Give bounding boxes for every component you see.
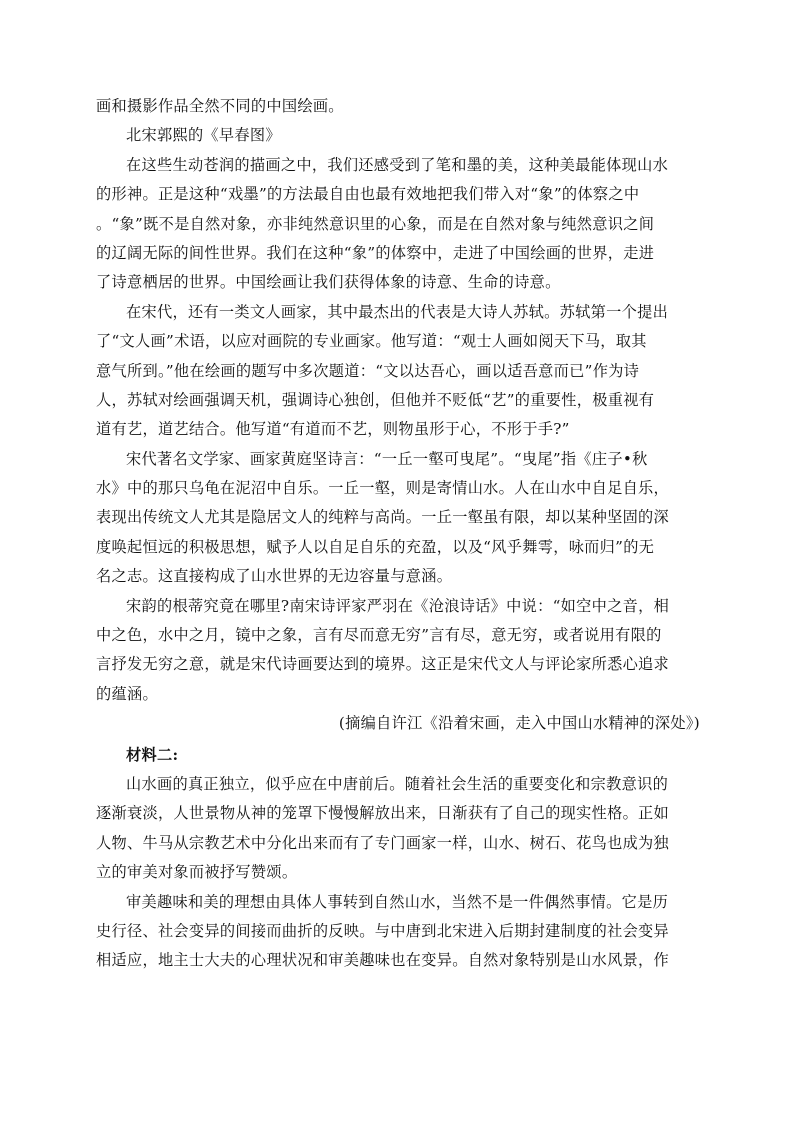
- paragraph-5: [96, 770, 700, 888]
- paragraph-4: [96, 592, 700, 710]
- text-line: 在宋代，还有一类文人画家，其中最杰出的代表是大诗人苏轼。苏轼第一个提出: [126, 302, 669, 321]
- text-line: 度唤起恒远的积极思想，赋予人以自足自乐的充盈，以及“风乎舞雩，咏而归”的无: [96, 537, 655, 556]
- document-page: [96, 92, 700, 976]
- paragraph-0: [96, 92, 700, 121]
- caption-text: 北宋郭熙的《早春图》: [126, 126, 281, 145]
- paragraph-3: [96, 445, 700, 592]
- image-caption: [96, 121, 700, 150]
- text-line: 的形神。正是这种“戏墨”的方法最自由也最有效地把我们带入对“象”的体察之中: [96, 185, 640, 204]
- heading-text: 材料二:: [126, 745, 179, 764]
- text-line: 了“文人画”术语，以应对画院的专业画家。他写道：“观士人画如阅天下马，取其: [96, 332, 647, 351]
- text-line: 中之色，水中之月，镜中之象，言有尽而意无穷”言有尽，意无穷，或者说用有限的: [96, 626, 662, 645]
- text-line: 史行径、社会变异的间接而曲折的反映。与中唐到北宋进入后期封建制度的社会变异: [96, 921, 670, 940]
- source-citation: [96, 709, 700, 738]
- paragraph-2: [96, 298, 700, 445]
- text-line: 表现出传统文人尤其是隐居文人的纯粹与高尚。一丘一壑虽有限，却以某种坚固的深: [96, 508, 670, 527]
- text-line: 名之志。这直接构成了山水世界的无边容量与意涵。: [96, 567, 453, 586]
- text-line: 审美趣味和美的理想由具体人事转到自然山水，当然不是一件偶然事情。它是历: [126, 892, 669, 911]
- text-line: 画和摄影作品全然不同的中国绘画。: [96, 97, 344, 115]
- text-line: 。“象”既不是自然对象，亦非纯然意识里的心象，而是在自然对象与纯然意识之间: [96, 214, 655, 233]
- text-line: 意气所到。”他在绘画的题写中多次题道：“文以达吾心，画以适吾意而已”作为诗: [96, 361, 640, 380]
- text-line: 逐渐衰淡，人世景物从神的笼罩下慢慢解放出来，日渐获有了自己的现实性格。正如: [96, 804, 670, 823]
- text-line: 人，苏轼对绘画强调天机，强调诗心独创，但他并不贬低“艺”的重要性，极重视有: [96, 390, 655, 409]
- text-line: 的蕴涵。: [96, 684, 158, 703]
- source-text: (摘编自许江《沿着宋画，走入中国山水精神的深处》): [338, 714, 700, 733]
- text-line: 了诗意栖居的世界。中国绘画让我们获得体象的诗意、生命的诗意。: [96, 273, 561, 292]
- paragraph-6: [96, 888, 700, 976]
- section-heading: [96, 741, 700, 770]
- text-line: 山水画的真正独立，似乎应在中唐前后。随着社会生活的重要变化和宗教意识的: [126, 774, 669, 793]
- text-line: 相适应，地主士大夫的心理状况和审美趣味也在变异。自然对象特别是山水风景，作: [96, 951, 670, 970]
- paragraph-1: [96, 151, 700, 298]
- text-line: 宋韵的根蒂究竟在哪里?南宋诗评家严羽在《沧浪诗话》中说：“如空中之音，相: [126, 596, 670, 615]
- text-line: 人物、牛马从宗教艺术中分化出来而有了专门画家一样，山水、树石、花鸟也成为独: [96, 833, 670, 852]
- text-line: 言抒发无穷之意，就是宋代诗画要达到的境界。这正是宋代文人与评论家所悉心追求: [96, 655, 670, 674]
- text-line: 在这些生动苍润的描画之中，我们还感受到了笔和墨的美，这种美最能体现山水: [126, 155, 669, 174]
- text-line: 的辽阔无际的间性世界。我们在这种“象”的体察中，走进了中国绘画的世界，走进: [96, 243, 655, 262]
- text-line: 立的审美对象而被抒写赞颂。: [96, 863, 298, 882]
- text-line: 宋代著名文学家、画家黄庭坚诗言：“一丘一壑可曳尾”。“曳尾”指《庄子•秋: [126, 449, 648, 468]
- text-line: 道有艺，道艺结合。他写道“有道而不艺，则物虽形于心，不形于手?”: [96, 420, 570, 439]
- text-line: 水》中的那只乌龟在泥沼中自乐。一丘一壑，则是寄情山水。人在山水中自足自乐，: [96, 479, 670, 498]
